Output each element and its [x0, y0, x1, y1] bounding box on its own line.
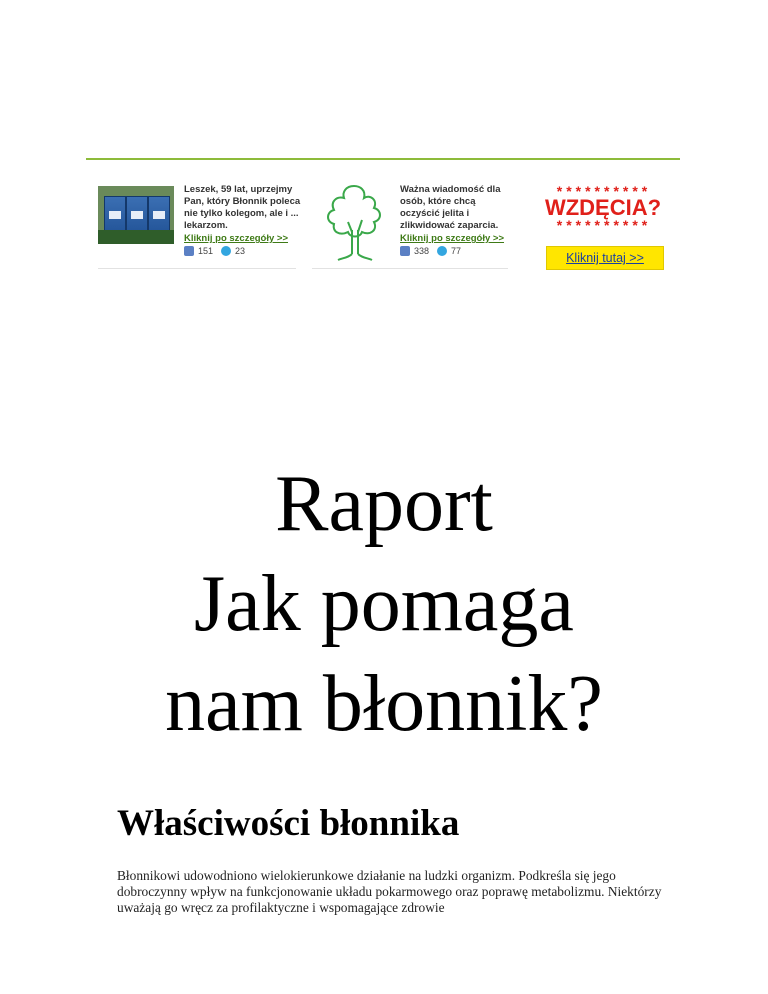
section-heading: Właściwości błonnika — [117, 803, 460, 844]
ad-jelita-link[interactable]: Kliknij po szczegóły >> — [400, 233, 505, 244]
ad-leszek-stats — [184, 246, 245, 256]
twitter-bird-icon[interactable] — [221, 246, 231, 256]
tree-icon[interactable] — [318, 180, 390, 266]
ad-divider — [98, 268, 296, 269]
ad-jelita-stats — [400, 246, 461, 256]
report-title — [0, 454, 768, 754]
like-count: 151 — [198, 246, 214, 256]
ad-jelita-text — [400, 184, 516, 245]
ad-jelita-description: Ważna wiadomość dla osób, które chcą oczyścić jelita i zlikwidować zaparcia. — [400, 184, 501, 231]
product-photo[interactable] — [98, 186, 174, 244]
ad-leszek[interactable] — [98, 180, 301, 280]
ad-divider — [312, 268, 508, 269]
ad-wzdecia[interactable] — [530, 184, 676, 276]
ad-banner — [86, 158, 680, 280]
body-paragraph: Błonnikowi udowodniono wielokierunkowe działanie na ludzki organizm. Podkreśla się jego dobroczynny wpływ na funkcjonowanie układu pokarmowego oraz poprawę metabolizmu. Niektórzy uważają go wręcz za profilaktyczne i wspomagające zdrowie — [117, 868, 662, 915]
title-line-3: nam błonnik? — [165, 660, 603, 748]
ad-leszek-link[interactable]: Kliknij po szczegóły >> — [184, 233, 289, 244]
tweet-count: 77 — [451, 246, 462, 256]
ad-jelita[interactable] — [312, 180, 508, 280]
thumbs-up-icon[interactable] — [184, 246, 194, 256]
click-here-button[interactable]: Kliknij tutaj >> — [546, 246, 664, 270]
tweet-count: 23 — [235, 246, 246, 256]
stars-bottom: ********** — [556, 217, 652, 233]
title-line-2: Jak pomaga — [194, 560, 574, 648]
banner-top-line — [86, 158, 680, 160]
ad-wzdecia-headline: WZDĘCIA? — [544, 195, 662, 220]
thumbs-up-icon[interactable] — [400, 246, 410, 256]
title-line-1: Raport — [275, 460, 493, 548]
stars-top: ********** — [556, 183, 652, 199]
like-count: 338 — [414, 246, 430, 256]
ad-leszek-description: Leszek, 59 lat, uprzejmy Pan, który Błonnik poleca nie tylko kolegom, ale i ... lekarzom. — [184, 184, 301, 231]
twitter-bird-icon[interactable] — [437, 246, 447, 256]
ad-leszek-text — [184, 184, 302, 245]
